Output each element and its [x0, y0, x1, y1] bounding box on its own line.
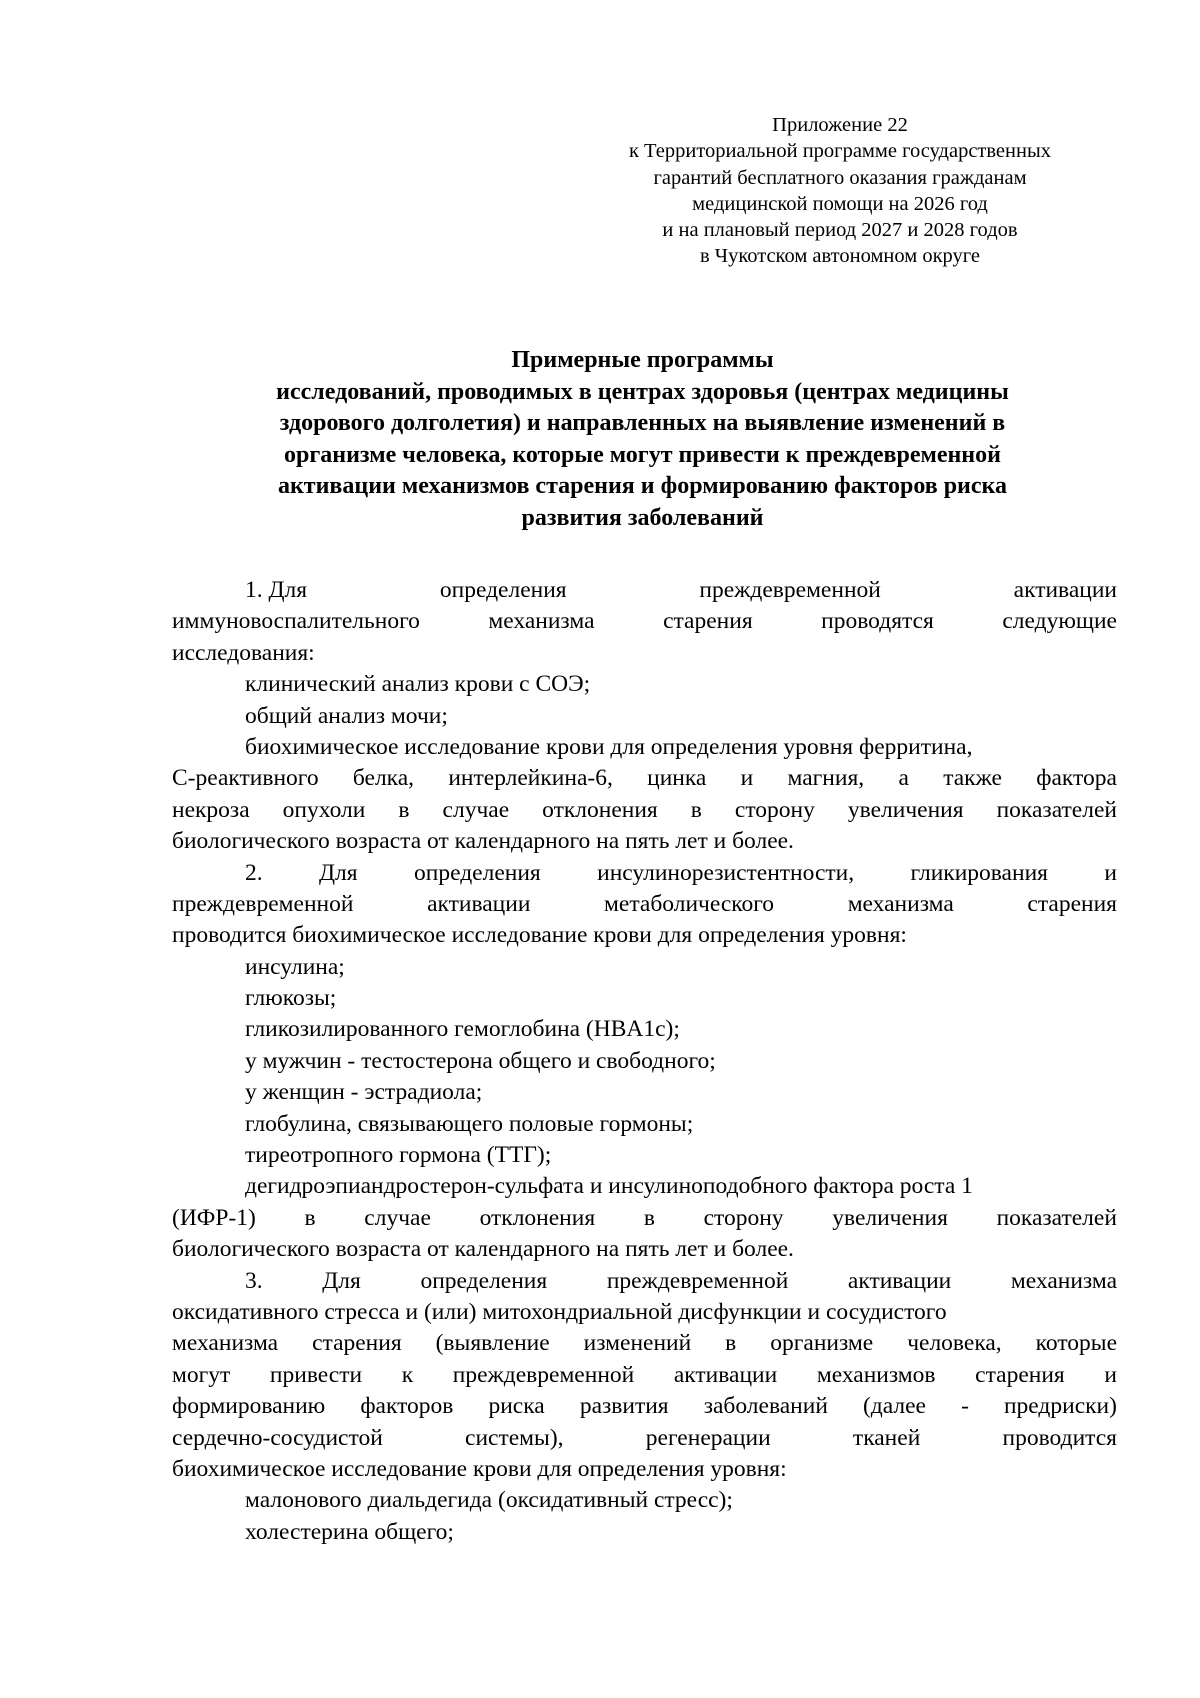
title-line: здорового долголетия) и направленных на выявление изменений в — [279, 410, 1006, 436]
word: увеличения — [847, 796, 964, 823]
word: в — [643, 1204, 655, 1231]
word: старения — [1027, 890, 1117, 917]
word: старения — [663, 608, 753, 635]
word: в — [398, 796, 410, 823]
appendix-line: и на плановый период 2027 и 2028 годов — [662, 219, 1018, 242]
word: 2. — [245, 859, 263, 886]
word: белка, — [352, 765, 415, 792]
list-item: дегидроэпиандростерон-сульфата и инсулиноподобного фактора роста 1 — [245, 1173, 973, 1200]
word: факторов — [360, 1393, 454, 1420]
list-item-continuation — [172, 795, 1117, 826]
word: определения — [439, 577, 567, 603]
word: которые — [1035, 1330, 1117, 1357]
word: - — [961, 1393, 969, 1420]
word: механизма — [847, 890, 954, 917]
document-body — [172, 575, 1117, 1548]
word: случае — [442, 796, 510, 823]
word: отклонения — [479, 1204, 596, 1231]
word: увеличения — [832, 1204, 948, 1231]
section-1-line — [172, 575, 1117, 606]
word: развития — [579, 1393, 669, 1420]
section-3-line: биохимическое исследование крови для определения уровня: — [172, 1455, 787, 1482]
word: в — [304, 1204, 316, 1231]
list-item: холестерина общего; — [245, 1518, 454, 1545]
word: и — [1104, 1361, 1117, 1388]
list-item: инсулина; — [245, 953, 345, 980]
list-item: биохимическое исследование крови для определения уровня ферритина, — [245, 733, 973, 760]
list-item: гликозилированного гемоглобина (HBA1c); — [245, 1016, 680, 1043]
word: механизма — [1010, 1267, 1117, 1294]
list-item: тиреотропного гормона (ТТГ); — [245, 1142, 552, 1169]
word: а — [898, 765, 909, 792]
word: магния, — [787, 765, 865, 792]
word: Для — [322, 1267, 361, 1294]
word: определения — [414, 859, 541, 886]
word: 3. — [245, 1267, 263, 1294]
word: активации — [847, 1267, 952, 1294]
list-item: малонового диальдегида (оксидативный стресс); — [245, 1487, 733, 1514]
word: активации — [427, 890, 531, 917]
word: сторону — [734, 796, 815, 823]
word: механизма — [172, 1330, 279, 1357]
word: механизма — [488, 608, 595, 635]
word: организме — [770, 1330, 874, 1357]
word: привести — [269, 1361, 363, 1388]
word: старения — [975, 1361, 1065, 1388]
word: инсулинорезистентности, — [597, 859, 855, 886]
word: Для — [319, 859, 358, 886]
word: к — [401, 1361, 414, 1388]
word: следующие — [1002, 608, 1117, 635]
title-line: Примерные программы — [511, 347, 774, 373]
word: интерлейкина-6, — [448, 765, 613, 792]
word: иммуновоспалительного — [172, 608, 420, 635]
appendix-line: в Чукотском автономном округе — [699, 245, 981, 268]
word: проводятся — [821, 608, 934, 635]
title-line: активации механизмов старения и формированию факторов риска — [277, 473, 1008, 499]
word: показателей — [996, 1204, 1117, 1231]
list-item: общий анализ мочи; — [245, 702, 448, 729]
word: могут — [172, 1361, 231, 1388]
section-2-line — [172, 858, 1117, 889]
title-line: организме человека, которые могут привести к преждевременной — [284, 441, 1001, 468]
word: опухоли — [282, 796, 366, 823]
word: и — [740, 765, 754, 792]
section-3-line: оксидативного стресса и (или) митохондриальной дисфункции и сосудистого — [172, 1298, 947, 1325]
word: предриски) — [1003, 1393, 1117, 1420]
word: метаболического — [604, 890, 775, 917]
word: активации — [673, 1361, 778, 1388]
section-2-line — [172, 889, 1117, 920]
document-title — [170, 345, 1115, 534]
word: заболеваний — [703, 1393, 828, 1420]
appendix-line: к Территориальной программе государственных — [628, 140, 1052, 163]
word: (ИФР-1) — [172, 1204, 256, 1231]
word: некроза — [172, 796, 250, 823]
word: преждевременной — [452, 1361, 635, 1388]
appendix-header — [560, 112, 1120, 270]
word: старения — [312, 1330, 402, 1357]
list-item-continuation — [172, 763, 1117, 794]
word: изменений — [583, 1330, 692, 1357]
word: также — [943, 765, 1002, 792]
section-3-line — [172, 1328, 1117, 1359]
word: и — [1104, 859, 1117, 886]
section-3-line — [172, 1391, 1117, 1422]
word: риска — [488, 1393, 545, 1420]
list-item-continuation: биологического возраста от календарного на пять лет и более. — [172, 828, 794, 855]
word: тканей — [852, 1424, 921, 1451]
word: случае — [364, 1204, 431, 1231]
word: гликирования — [910, 859, 1048, 886]
word: определения — [420, 1267, 548, 1294]
word: сторону — [703, 1204, 784, 1231]
word: системы), — [465, 1424, 564, 1451]
word: преждевременной — [699, 577, 881, 603]
section-3-line — [172, 1423, 1117, 1454]
word: в — [725, 1330, 737, 1357]
word: отклонения — [542, 796, 658, 823]
section-1-line: исследования: — [172, 639, 315, 666]
word: цинка — [647, 765, 707, 792]
word: активации — [1013, 577, 1117, 603]
appendix-line: медицинской помощи на 2026 год — [692, 192, 988, 215]
list-item-continuation: биологического возраста от календарного на пять лет и более. — [172, 1236, 794, 1263]
list-item: глобулина, связывающего половые гормоны; — [245, 1110, 694, 1137]
section-2-line: проводится биохимическое исследование крови для определения уровня: — [172, 922, 907, 949]
list-item: у женщин - эстрадиола; — [245, 1079, 483, 1106]
word: регенерации — [645, 1424, 771, 1451]
title-line: исследований, проводимых в центрах здоровья (центрах медицины — [276, 378, 1009, 405]
section-3-line — [172, 1360, 1117, 1391]
word: человека, — [907, 1330, 1002, 1357]
word: (выявление — [435, 1330, 550, 1357]
list-item: глюкозы; — [245, 985, 337, 1012]
word: проводится — [1002, 1424, 1117, 1451]
title-line: развития заболеваний — [521, 504, 764, 531]
word: сердечно-сосудистой — [172, 1424, 383, 1451]
word: формированию — [172, 1393, 326, 1420]
word: в — [690, 796, 702, 823]
appendix-line: Приложение 22 — [772, 114, 908, 136]
word: фактора — [1036, 765, 1117, 792]
list-item: у мужчин - тестостерона общего и свободного; — [245, 1047, 716, 1074]
word: показателей — [996, 796, 1117, 823]
word: преждевременной — [606, 1267, 789, 1294]
list-item-continuation — [172, 1203, 1117, 1234]
section-1-line — [172, 606, 1117, 637]
word: 1. Для — [245, 577, 308, 603]
section-3-line — [172, 1266, 1117, 1297]
word: С-реактивного — [172, 765, 319, 792]
word: преждевременной — [172, 890, 354, 917]
list-item: клинический анализ крови с СОЭ; — [245, 671, 591, 698]
word: механизмов — [816, 1361, 936, 1388]
word: (далее — [862, 1393, 926, 1420]
appendix-line: гарантий бесплатного оказания гражданам — [653, 166, 1027, 189]
